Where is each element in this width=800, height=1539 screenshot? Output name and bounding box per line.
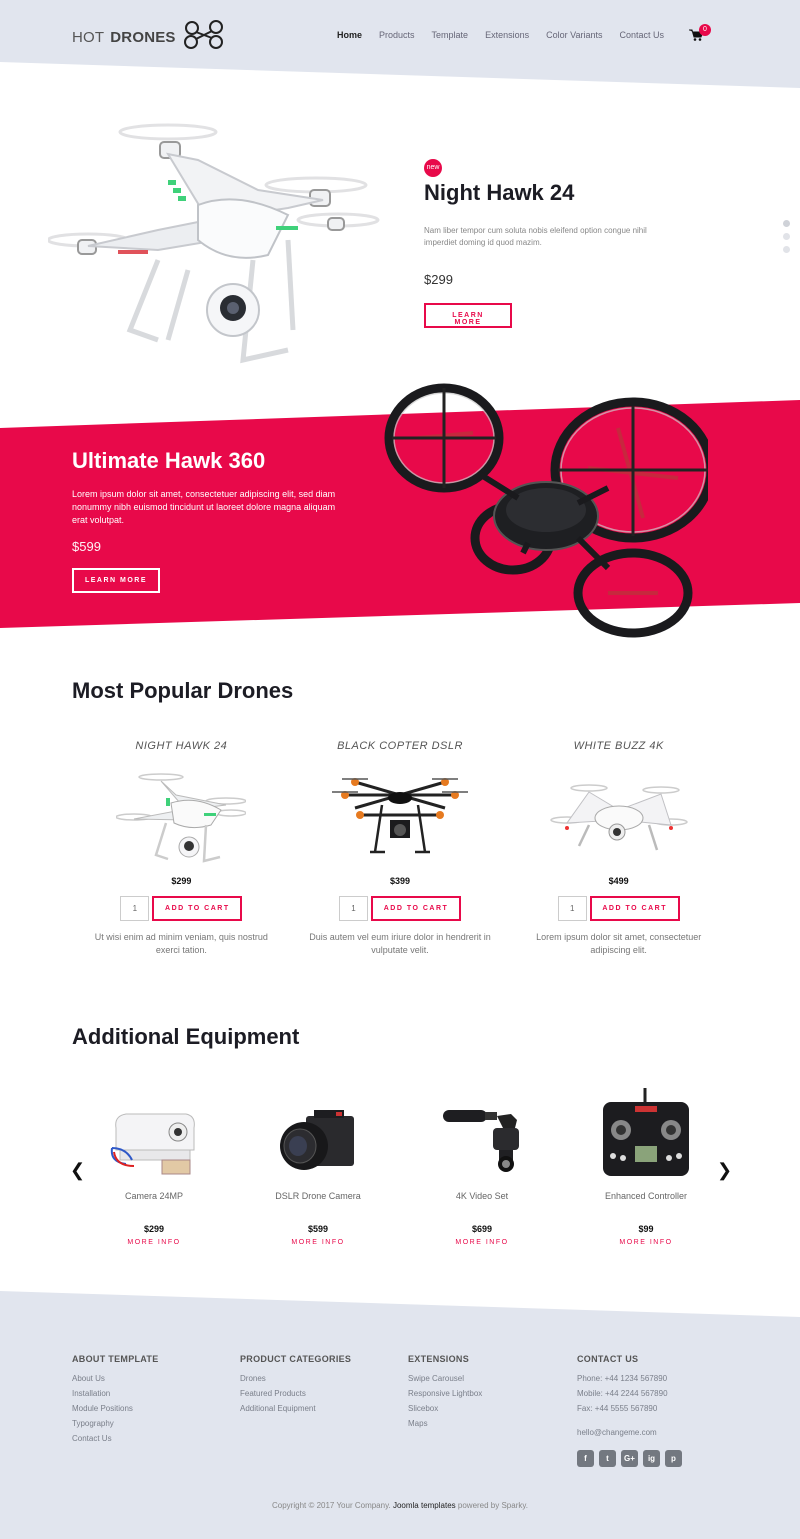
footer-extensions-title: EXTENSIONS [408,1354,470,1364]
google-plus-icon[interactable]: G+ [621,1450,638,1467]
product-cart-controls [291,896,510,921]
more-info-link[interactable]: MORE INFO [291,1239,345,1246]
product-name[interactable]: NIGHT HAWK 24 [135,740,228,752]
white-drone-icon [116,765,246,865]
footer-link[interactable]: Module Positions [72,1404,133,1413]
instagram-icon[interactable]: ig [643,1450,660,1467]
footer-contact-title: CONTACT US [577,1354,639,1364]
product-image[interactable] [291,760,510,870]
equipment-name[interactable]: Enhanced Controller [604,1191,688,1201]
hero-learn-more-button[interactable]: LEARN MORE [424,303,512,328]
equipment-price: $99 [638,1224,654,1234]
footer-categories [240,1354,351,1416]
footer-link[interactable]: Typography [72,1419,114,1428]
equipment-card [72,1084,236,1246]
feature-drone-image [378,378,708,648]
product-card [509,740,728,957]
camera-module-icon [106,1108,202,1178]
equipment-image[interactable] [400,1084,564,1178]
popular-products [72,740,728,957]
product-description: Lorem ipsum dolor sit amet, consectetuer adipiscing elit. [536,932,702,955]
social-links [577,1450,682,1467]
product-name[interactable]: BLACK COPTER DSLR [337,740,463,752]
footer-contact [577,1354,682,1467]
footer-link[interactable]: Swipe Carousel [408,1374,465,1383]
carousel-next-icon[interactable]: ❯ [717,1160,733,1180]
video-set-icon [437,1106,527,1178]
more-info-link[interactable]: MORE INFO [455,1239,509,1246]
footer-extensions [408,1354,482,1431]
equipment-name[interactable]: 4K Video Set [455,1191,509,1201]
contact-email[interactable]: hello@changeme.com [577,1428,657,1437]
footer-link[interactable]: About Us [72,1374,105,1383]
quantity-input[interactable]: 1 [558,896,587,921]
hero-content [424,156,684,329]
footer-link[interactable]: Installation [72,1389,111,1398]
equipment-section-title: Additional Equipment [72,1024,300,1049]
feature-content [72,448,342,593]
add-to-cart-button[interactable]: ADD TO CART [590,896,680,921]
equipment-name[interactable]: DSLR Drone Camera [275,1191,361,1201]
equipment-card [236,1084,400,1246]
footer-link[interactable]: Featured Products [240,1389,306,1398]
logo-text-bold: DRONES [110,28,176,46]
nav-contact-us[interactable]: Contact Us [619,30,664,40]
footer-link[interactable]: Contact Us [72,1434,112,1443]
black-copter-icon [330,770,470,860]
contact-phone: Phone: +44 1234 567890 [577,1374,668,1383]
nav-products[interactable]: Products [379,30,415,40]
cart-button[interactable] [689,26,707,46]
hero-price: $299 [424,272,453,287]
main-nav [337,30,664,40]
equipment-items [72,1084,728,1246]
slider-dot[interactable] [783,233,790,240]
footer-link[interactable]: Drones [240,1374,266,1383]
pinterest-icon[interactable]: p [665,1450,682,1467]
footer-link[interactable]: Maps [408,1419,428,1428]
product-name[interactable]: WHITE BUZZ 4K [573,740,664,752]
equipment-price: $699 [471,1224,493,1234]
logo[interactable] [72,24,226,50]
product-description: Ut wisi enim ad minim veniam, quis nostrud exerci tation. [94,932,268,955]
slider-dot[interactable] [783,220,790,227]
equipment-image[interactable] [564,1084,728,1178]
equipment-name[interactable]: Camera 24MP [124,1191,184,1201]
add-to-cart-button[interactable]: ADD TO CART [152,896,242,921]
product-cart-controls [72,896,291,921]
product-price: $299 [171,876,192,886]
product-card [72,740,291,957]
product-cart-controls [509,896,728,921]
hero-title: Night Hawk 24 [424,180,575,205]
product-description: Duis autem vel eum iriure dolor in hendrerit in vulputate velit. [309,932,491,955]
equipment-carousel [70,1084,733,1246]
quantity-input[interactable]: 1 [339,896,368,921]
footer-about-title: ABOUT TEMPLATE [72,1354,159,1364]
footer-categories-title: PRODUCT CATEGORIES [240,1354,352,1364]
product-price: $499 [608,876,629,886]
hero-description: Nam liber tempor cum soluta nobis eleifend option congue nihil imperdiet doming id quod mazim. [424,226,647,247]
feature-title: Ultimate Hawk 360 [72,448,266,473]
slider-dot[interactable] [783,246,790,253]
equipment-image[interactable] [72,1084,236,1178]
more-info-link[interactable]: MORE INFO [127,1239,181,1246]
slider-dots [783,220,790,259]
product-card [291,740,510,957]
footer-link[interactable]: Responsive Lightbox [408,1389,483,1398]
contact-fax: Fax: +44 5555 567890 [577,1404,658,1413]
equipment-price: $599 [307,1224,329,1234]
facebook-icon[interactable]: f [577,1450,594,1467]
equipment-card [400,1084,564,1246]
white-buzz-icon [549,770,689,860]
header [0,0,800,70]
popular-section-title: Most Popular Drones [72,678,294,703]
dslr-camera-icon [276,1108,360,1178]
product-image[interactable] [72,760,291,870]
controller-icon [601,1086,691,1178]
equipment-card [564,1084,728,1246]
hero-drone-image [48,90,388,375]
cart-count-badge: 0 [699,24,711,36]
nav-extensions[interactable]: Extensions [485,30,530,40]
more-info-link[interactable]: MORE INFO [619,1239,673,1246]
copyright-powered: powered by Sparky. [457,1501,528,1510]
feature-price: $599 [72,539,101,554]
footer-link[interactable]: Additional Equipment [240,1404,316,1413]
carousel-prev-icon[interactable]: ❮ [70,1160,86,1180]
contact-mobile: Mobile: +44 2244 567890 [577,1389,668,1398]
copyright-link[interactable]: Joomla templates [392,1501,456,1510]
equipment-image[interactable] [236,1084,400,1178]
add-to-cart-button[interactable]: ADD TO CART [371,896,461,921]
quantity-input[interactable]: 1 [120,896,149,921]
feature-learn-more-button[interactable]: LEARN MORE [72,568,160,593]
nav-template[interactable]: Template [431,30,469,40]
new-badge: new [424,159,442,177]
feature-description: Lorem ipsum dolor sit amet, consectetuer adipiscing elit, sed diam nonummy nibh euismod tincidunt ut laoreet dolore magna aliquam erat volutpat. [72,489,336,525]
nav-color-variants[interactable]: Color Variants [546,30,603,40]
footer-link[interactable]: Slicebox [408,1404,439,1413]
copyright-text: Copyright © 2017 Your Company. [272,1501,391,1510]
nav-home[interactable]: Home [337,30,363,40]
copyright [0,1501,800,1510]
footer-about [72,1354,159,1446]
product-image[interactable] [509,760,728,870]
logo-text-light: HOT [72,28,105,46]
drone-logo-icon [182,20,226,50]
twitter-icon[interactable]: t [599,1450,616,1467]
product-price: $399 [389,876,411,886]
equipment-price: $299 [143,1224,165,1234]
